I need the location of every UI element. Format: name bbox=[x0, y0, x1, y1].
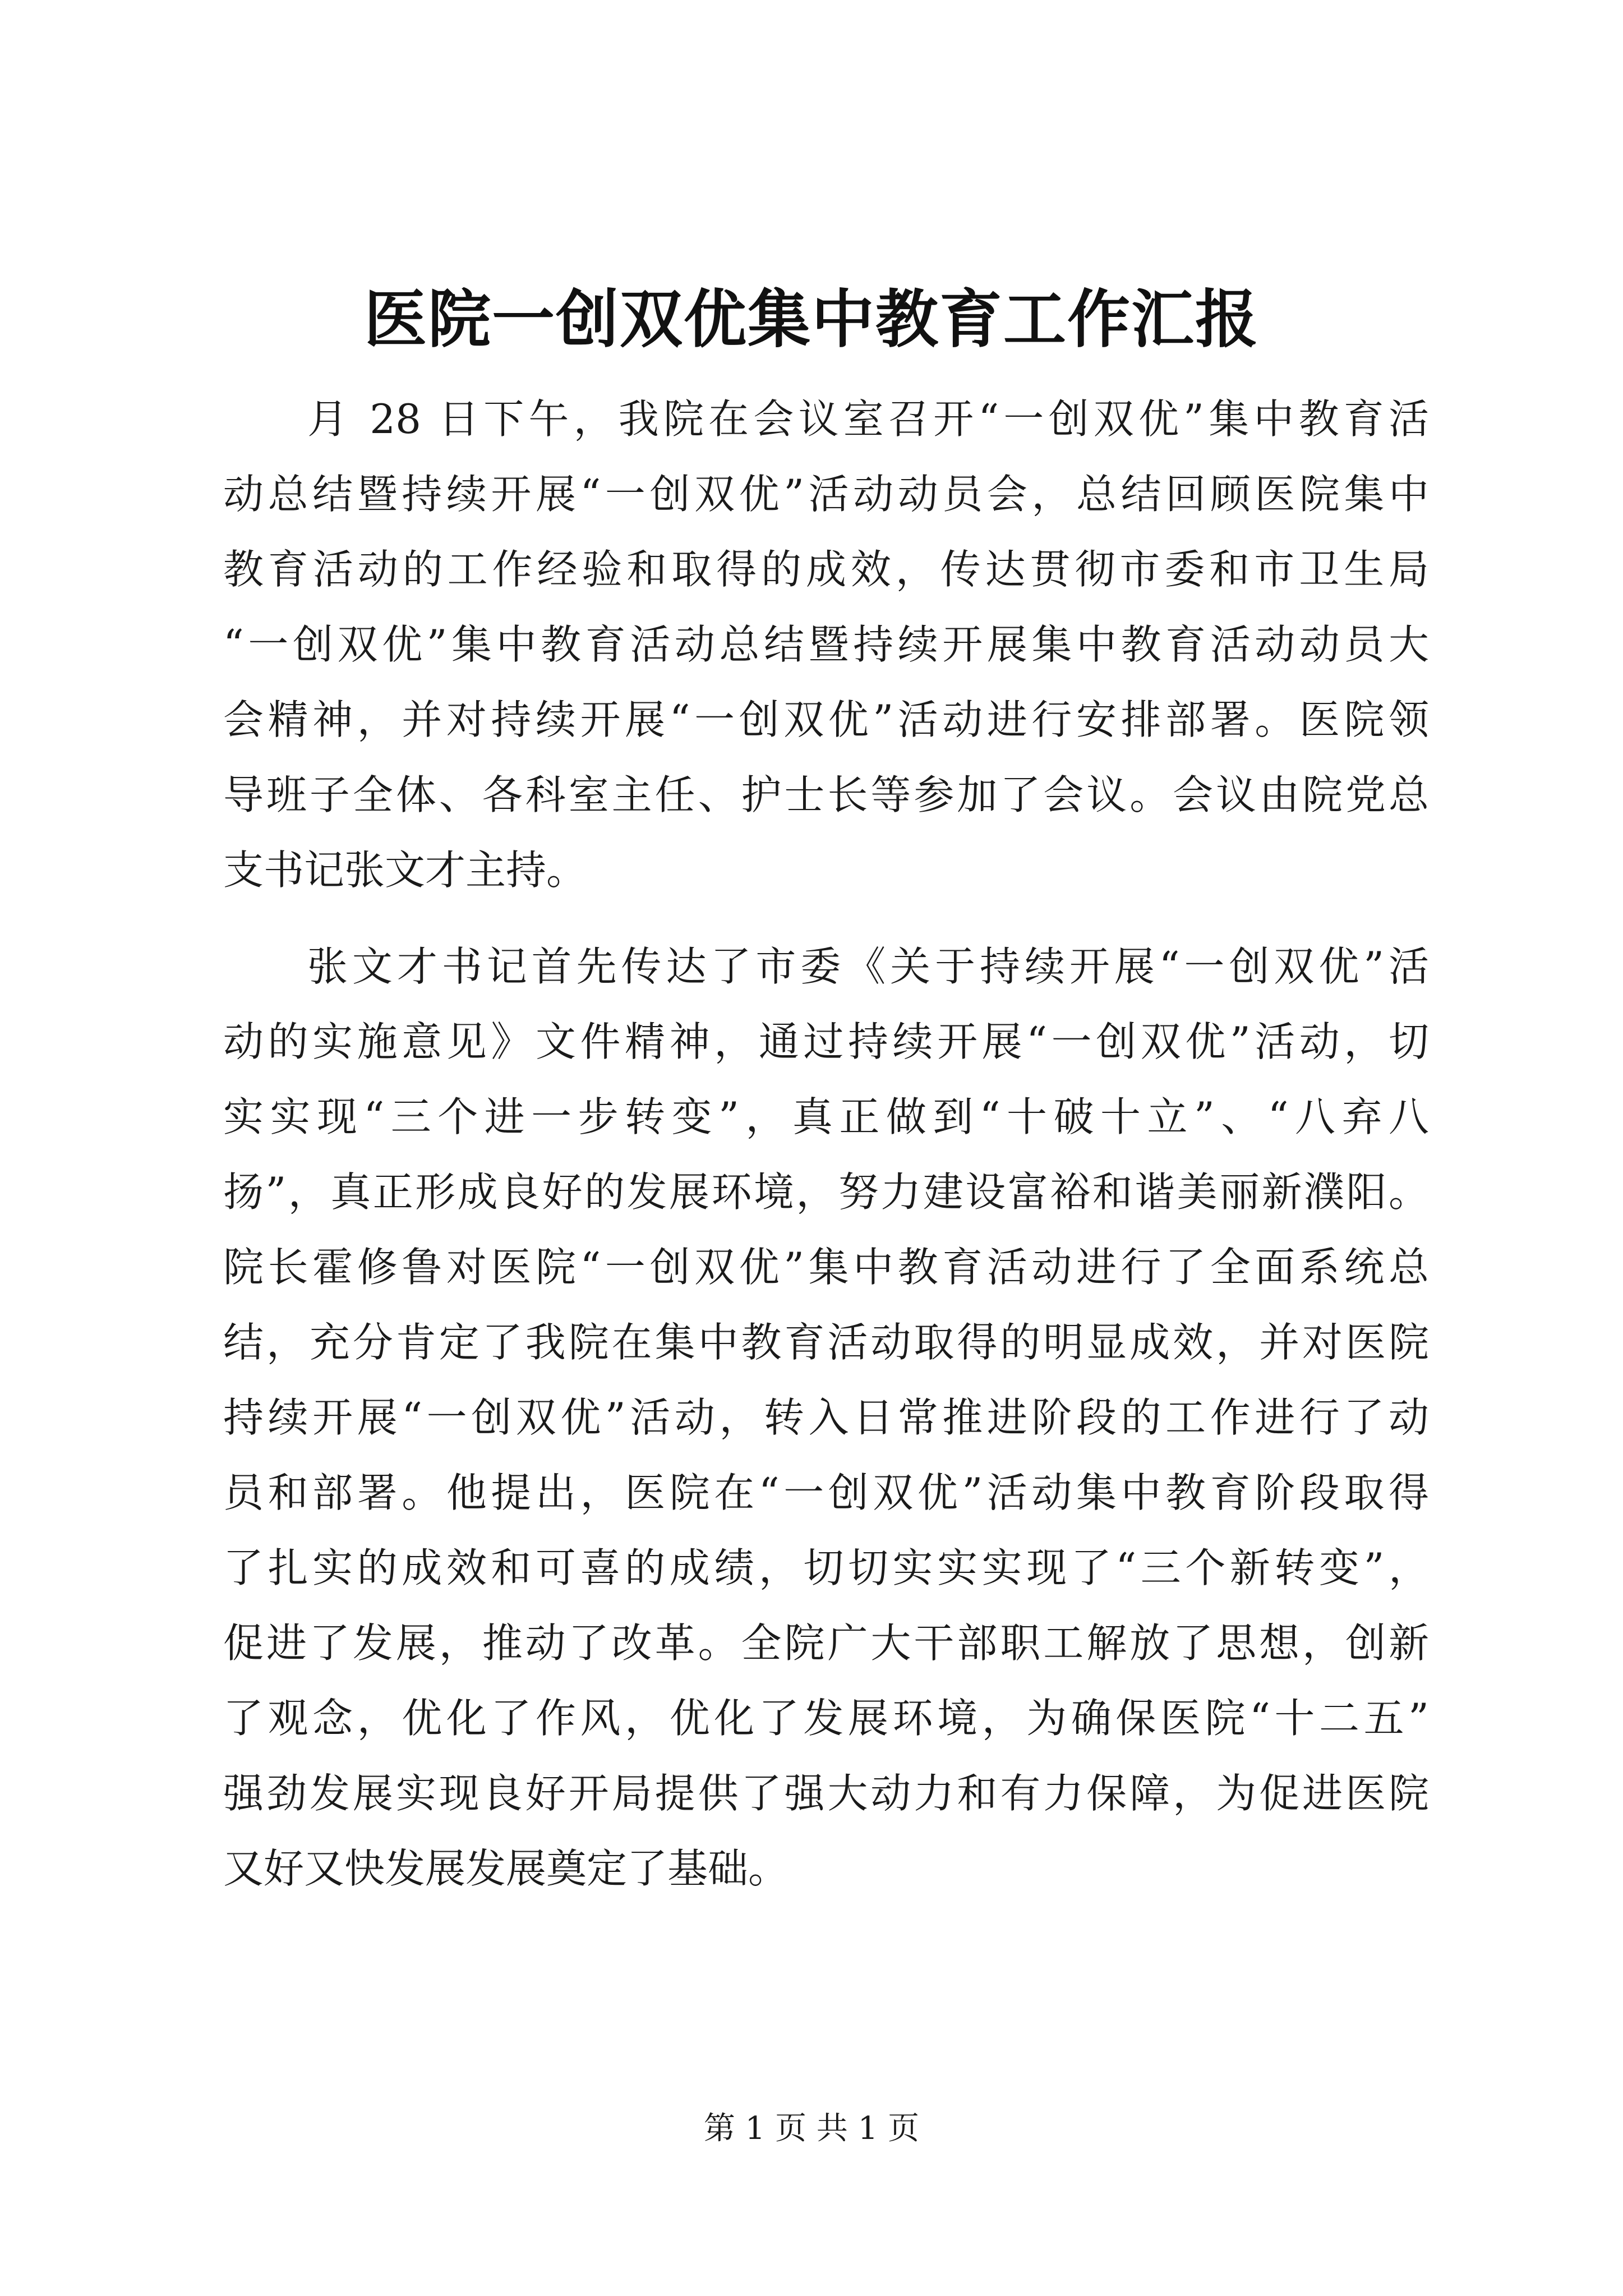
page-title: 医院一创双优集中教育工作汇报 bbox=[364, 283, 1259, 356]
paragraph-line: 张文才书记首先传达了市委《关于持续开展“一创双优”活 bbox=[307, 943, 1429, 990]
paragraph-line: 强劲发展实现良好开局提供了强大动力和有力保障，为促进医院 bbox=[223, 1770, 1429, 1817]
paragraph-line: 院长霍修鲁对医院“一创双优”集中教育活动进行了全面系统总 bbox=[223, 1244, 1429, 1291]
paragraph-line: 支书记张文才主持。 bbox=[223, 846, 587, 894]
paragraph-line: 动的实施意见》文件精神，通过持续开展“一创双优”活动，切 bbox=[223, 1018, 1429, 1065]
paragraph-line: 员和部署。他提出，医院在“一创双优”活动集中教育阶段取得 bbox=[223, 1469, 1429, 1516]
paragraph-line: 了观念，优化了作风，优化了发展环境，为确保医院“十二五” bbox=[223, 1695, 1429, 1742]
document-body bbox=[223, 381, 1429, 1906]
paragraph-line: 结，充分肯定了我院在集中教育活动取得的明显成效，并对医院 bbox=[223, 1319, 1429, 1366]
paragraph-line: “一创双优”集中教育活动总结暨持续开展集中教育活动动员大 bbox=[223, 621, 1429, 668]
paragraph-2 bbox=[223, 929, 1429, 1906]
paragraph-line: 了扎实的成效和可喜的成绩，切切实实实现了“三个新转变”， bbox=[223, 1544, 1429, 1591]
paragraph-line: 动总结暨持续开展“一创双优”活动动员会，总结回顾医院集中 bbox=[223, 471, 1429, 518]
paragraph-line: 又好又快发展发展奠定了基础。 bbox=[223, 1845, 789, 1892]
paragraph-line: 持续开展“一创双优”活动，转入日常推进阶段的工作进行了动 bbox=[223, 1394, 1429, 1441]
paragraph-line: 扬”，真正形成良好的发展环境，努力建设富裕和谐美丽新濮阳。 bbox=[223, 1168, 1429, 1216]
paragraph-line: 会精神，并对持续开展“一创双优”活动进行安排部署。医院领 bbox=[223, 696, 1429, 743]
paragraph-1 bbox=[223, 381, 1429, 908]
paragraph-line: 月 28 日下午，我院在会议室召开“一创双优”集中教育活 bbox=[307, 395, 1429, 443]
paragraph-line: 导班子全体、各科室主任、护士长等参加了会议。会议由院党总 bbox=[223, 771, 1429, 818]
page-footer: 第 1 页 共 1 页 bbox=[703, 2110, 920, 2147]
paragraph-line: 实实现“三个进一步转变”，真正做到“十破十立”、“八弃八 bbox=[223, 1093, 1429, 1140]
paragraph-line: 促进了发展，推动了改革。全院广大干部职工解放了思想，创新 bbox=[223, 1619, 1429, 1667]
paragraph-line: 教育活动的工作经验和取得的成效，传达贯彻市委和市卫生局 bbox=[223, 546, 1429, 593]
